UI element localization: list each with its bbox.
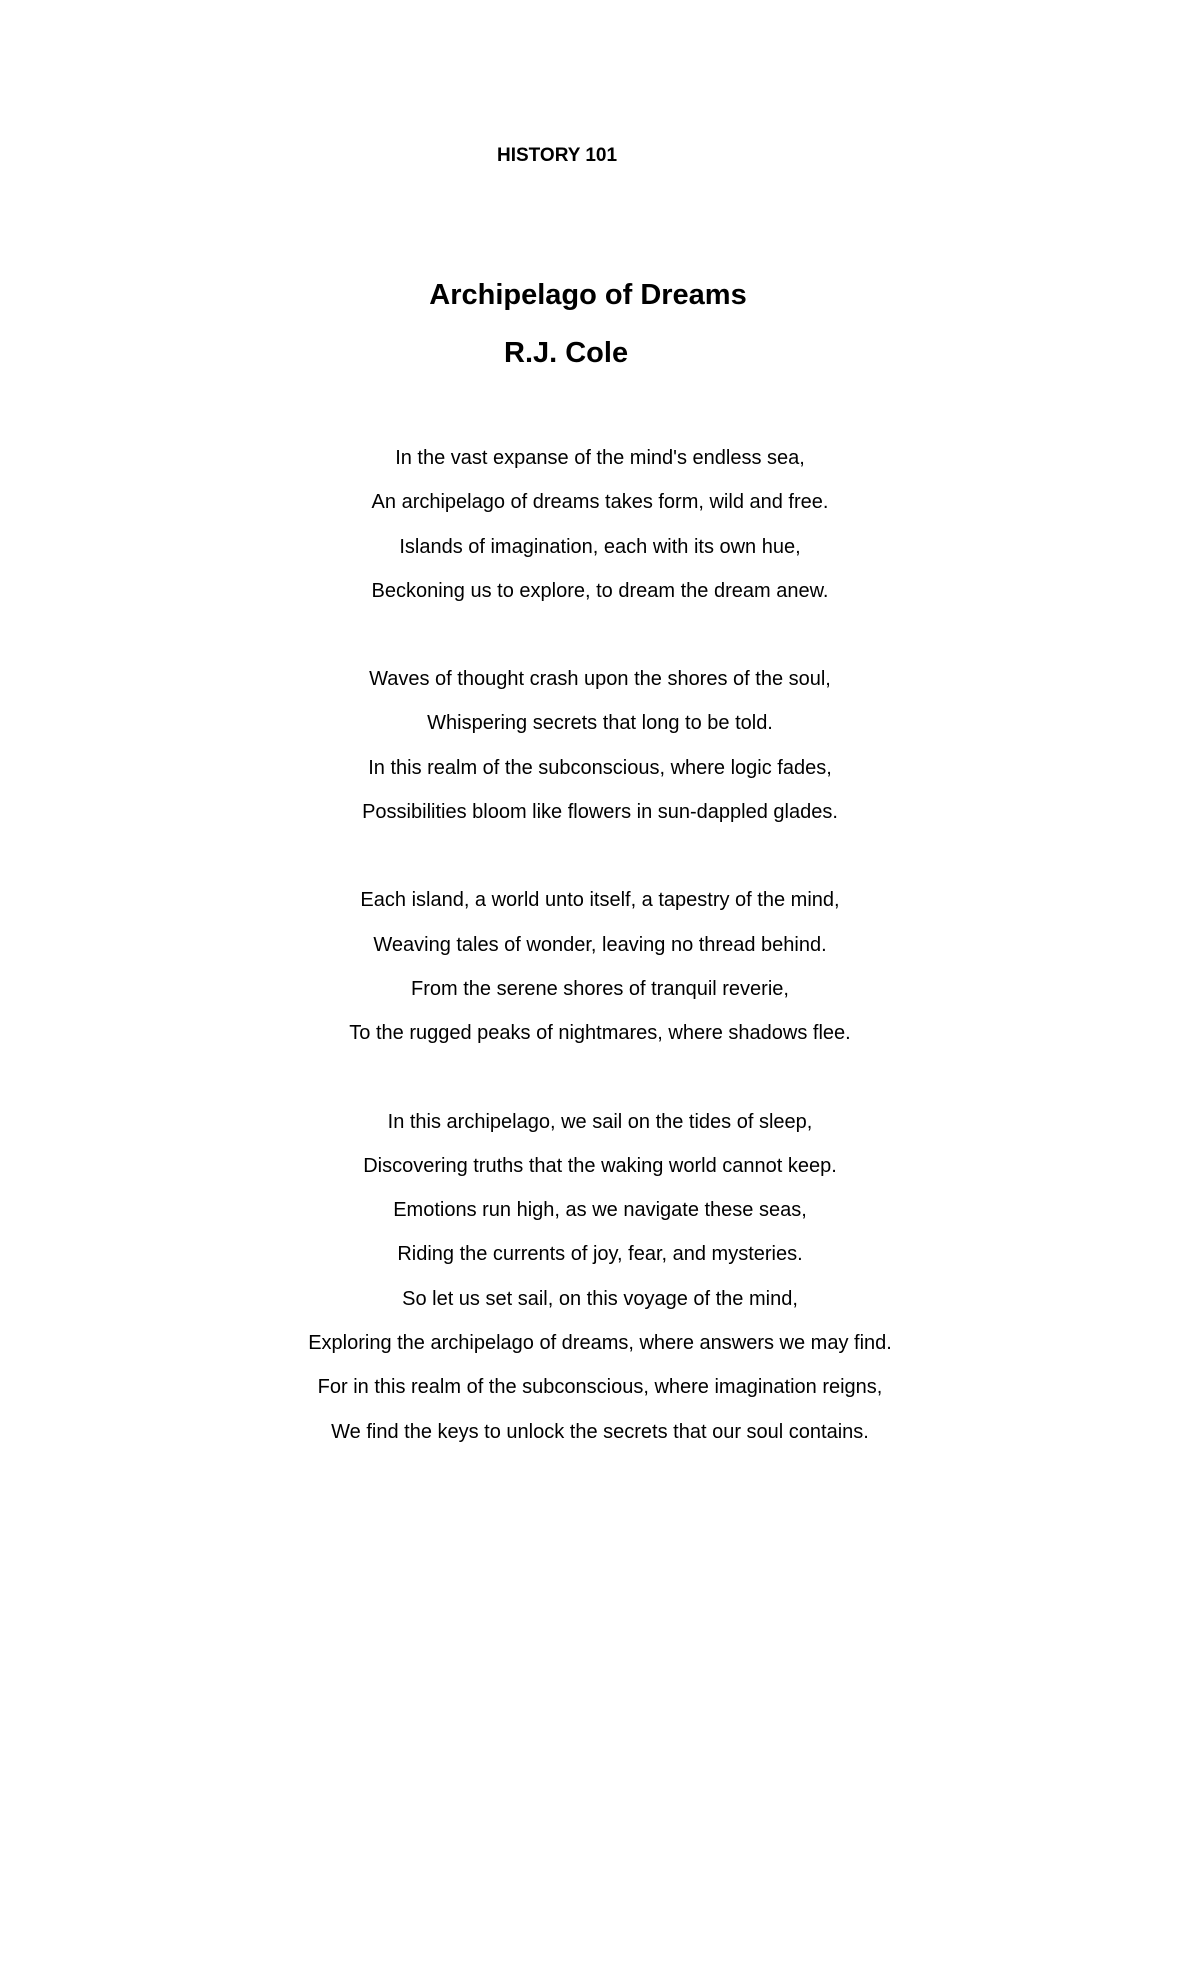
poem-line: Riding the currents of joy, fear, and mysteries. [397, 1243, 803, 1266]
poem-line: Each island, a world unto itself, a tapestry of the mind, [360, 889, 840, 912]
poem-line: Discovering truths that the waking world cannot keep. [363, 1154, 837, 1177]
poem-line: Whispering secrets that long to be told. [427, 712, 773, 735]
poem-line: From the serene shores of tranquil reverie, [411, 977, 789, 1000]
poem-line: Waves of thought crash upon the shores of the soul, [369, 668, 831, 691]
poem-line: Possibilities bloom like flowers in sun-dappled glades. [362, 801, 838, 824]
poem-line: We find the keys to unlock the secrets that our soul contains. [331, 1420, 869, 1443]
poem-stanza [0, 878, 1200, 1055]
poem-line: Islands of imagination, each with its own hue, [399, 535, 801, 558]
poem-line: Weaving tales of wonder, leaving no thread behind. [373, 933, 827, 956]
poem-stanza [0, 1100, 1200, 1454]
poem-line: Emotions run high, as we navigate these seas, [393, 1199, 807, 1222]
poem-line: To the rugged peaks of nightmares, where shadows flee. [349, 1022, 851, 1045]
poem-line: For in this realm of the subconscious, where imagination reigns, [317, 1376, 883, 1399]
poem-line: In this archipelago, we sail on the tides of sleep, [387, 1110, 813, 1133]
poem-author: R.J. Cole [504, 337, 629, 369]
poem-line: An archipelago of dreams takes form, wild and free. [371, 491, 829, 514]
poem-line: In the vast expanse of the mind's endless sea, [395, 447, 805, 469]
poem-title: Archipelago of Dreams [429, 279, 747, 311]
poem-line: Beckoning us to explore, to dream the dream anew. [371, 579, 829, 602]
poem-body [0, 436, 1200, 1454]
poem-line: So let us set sail, on this voyage of the mind, [402, 1287, 798, 1310]
poem-line: Exploring the archipelago of dreams, where answers we may find. [308, 1332, 892, 1355]
poem-stanza [0, 657, 1200, 834]
course-header: HISTORY 101 [497, 145, 618, 166]
poem-stanza [0, 436, 1200, 613]
poem-line: In this realm of the subconscious, where logic fades, [368, 756, 832, 779]
